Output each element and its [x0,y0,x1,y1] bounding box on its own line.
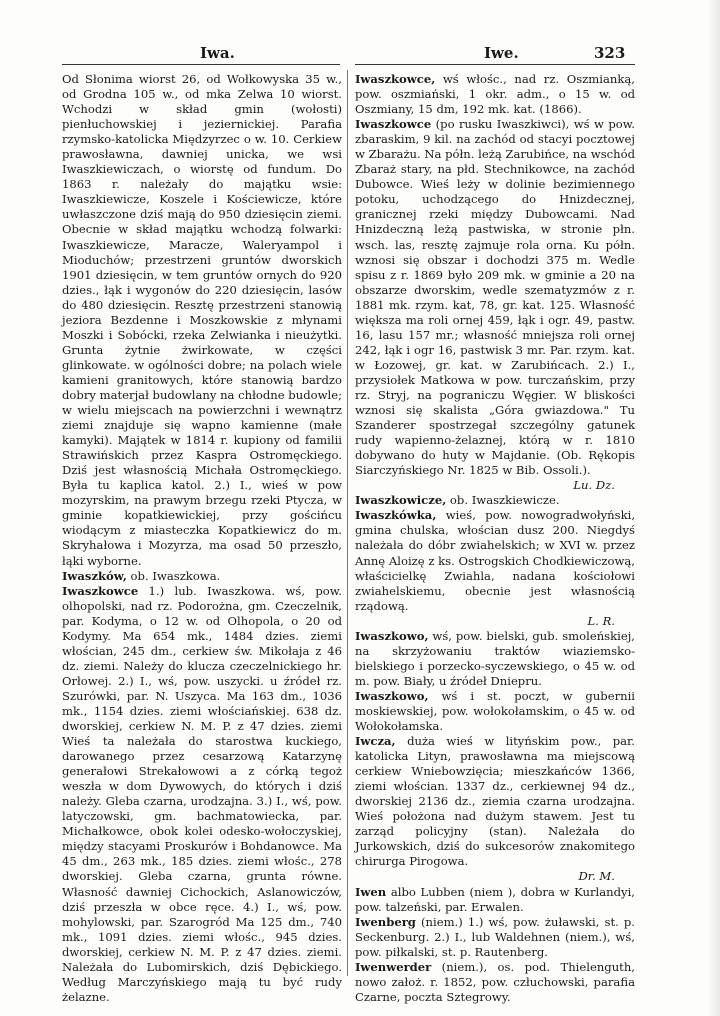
entry-headword: Iwenberg [355,914,416,929]
entry-text: Od Słonima wiorst 26, od Wołkowyska 35 w., od Grodna 105 w., od mka Zelwa 10 wiorst. Wchodzi w skład gmin (wołosti) pienłuchowskiej i jeziernickiej. Parafia rzymsko-katolicka Międzyrzec o w. 10. Cerkiew prawosławna, dawniej unicka, we wsi Iwaszkiewiczach, o wiorstę od fundum. Do 1863 r. należały do majątku wsie: Iwaszkiewicze, Koszele i Kościewicze, które uwłaszczone dziś mają do 950 dziesięcin ziemi. Obecnie w skład majątku wchodzą folwarki: Iwaszkiewicze, Maracze, Waleryampol i Mioduchów; przestrzeni gruntów dworskich 1901 dziesięcin, w tem gruntów ornych do 920 dzies., łąk i wygonów do 220 dziesięcin, lasów do 480 dziesięcin. Resztę przestrzeni stanowią jeziora Bezdenne i Moszkowskie z młynami Moszki i Sobócki, rzeka Zelwianka i nieużytki. Grunta żytnie żwirkowate, w części glinkowate. w ogólności dobre; na polach wiele kamieni granitowych, które stanowią bardzo dobry materjał budowlany na chłodne budowle; w wielu miejscach na powierzchni i wewnątrz ziemi znajduje się wapno kamienne (małe kamyki). Majątek w 1814 r. kupiony od familii Strawińskich przez Kaspra Ostromęckiego. Dziś jest własnością Michała Ostromęckiego. Była tu kaplica katol. 2.) I., wieś w pow mozyrskim, na prawym brzegu rzeki Ptycza, w gminie kopatkiewickiej, przy gościńcu wiodącym z miasteczka Kopatkiewicz do m. Skryhałowa i Mozyrza, ma osad 50 przeszło, łąki wyborne. [62,72,342,568]
entry-text: wieś, pow. nowogradwołyński, gmina chulska, włościan dusz 200. Niegdyś należała do dóbr zwiahelskich; w XVI w. przez Annę Aloizę z ks. Ostrogskich Chodkiewiczową, właścicielkę Zwiahla, nadana kościołowi zwiahelskiemu, obecnie jest własnością rządową. [355,508,635,613]
dictionary-entry [355,117,635,493]
entry-headword: Iwen [355,884,387,899]
entry-signature: Lu. Dz. [573,478,615,493]
entry-text: ob. Iwaszkiewicze. [446,493,560,508]
entry-headword: Iwaszkowo, [355,628,429,643]
dictionary-entry [355,885,635,915]
entry-headword: Iwaszków, [62,568,127,583]
dictionary-entry [62,569,342,584]
entry-headword: Iwaszkowce [62,583,139,598]
entry-headword: Iwaszkowo, [355,688,429,703]
entry-headword: Iwaszkowicze, [355,493,447,508]
entry-signature: L. R. [587,613,615,628]
right-column [355,72,635,1005]
dictionary-entry [355,915,635,960]
header-rule-left [62,64,340,65]
scan-edge-shadow [706,0,720,1016]
dictionary-entry [355,629,635,689]
entry-headword: Iwaszkówka, [355,508,437,523]
entry-text: (po rusku Iwaszkiwci), wś w pow. zbaraskim, 9 kil. na zachód od stacyi pocztowej w Zbarażu. Na półn. leżą Zarubińce, na wschód Zbaraż stary, na płd. Stechnikowce, na zachód Dubowce. Wieś leży w dolinie bezimiennego potoku, uchodzącego do Hnizdecznej, granicznej rzeki między Dubowcami. Nad Hnizdeczną leżą pastwiska, w stronie płn. wsch. las, resztę zajmuje rola orna. Ku półn. wznosi się obszar i dochodzi 375 m. Wedle spisu z r. 1869 było 209 mk. w gminie a 20 na obszarze dworskim, wedle szematyzmów z r. 1881 mk. rzym. kat, 78, gr. kat. 125. Własność większa ma roli ornej 459, łąk i ogr. 49, pastw. 16, lasu 157 mr.; własność mniejsza roli ornej 242, łąk i ogr 16, pastwisk 3 mr. Par. rzym. kat. w Łozowej, gr. kat. w Zarubińcach. 2.) I., przysiołek Matkowa w pow. turczańskim, przy rz. Stryj, na pograniczu Węgier. W bliskości wznosi się skalista „Góra gwiazdowa." Tu Szanderer spostrzegał szczególny gatunek rudy wapienno-żelaznej, którą w r. 1810 dobywano do huty w Majdanie. (Ob. Rękopis Siarczyńskiego Nr. 1825 w Bib. Ossoli.). [355,117,636,478]
entry-text: duża wieś w lityńskim pow., par. katolicka Lityn, prawosławna ma miejscową cerkiew Wniebowzięcia; mieszkańców 1366, ziemi włościan. 1337 dz., cerkiewnej 94 dz., dworskiej 2136 dz., ziemia czarna urodzajna. Wieś położona nad dużym stawem. Jest tu zarząd policyjny (stan). Należała do Jurkowskich, dziś do sukcesorów znakomitego chirurga Pirogowa. [355,734,635,869]
running-head-right: Iwe. [484,44,519,62]
entry-text: albo Lubben (niem ), dobra w Kurlandyi, pow. talzeński, par. Erwalen. [355,884,635,914]
page-number: 323 [594,44,626,62]
entry-headword: Iwaszkowce, [355,72,436,86]
dictionary-entry [355,72,635,117]
dictionary-entry [62,584,342,1005]
entry-text: (niem.), os. pod. Thielenguth, nowo założ. r. 1852, pow. człuchowski, parafia Czarne, poczta Sztegrowy. [355,959,635,1004]
entry-text: wś, pow. bielski, gub. smoleńskiej, na skrzyżowaniu traktów wiaziemsko-bielskiego i porzecko-syczewskiego, o 45 w. od m. pow. Biały, u źródeł Dniepru. [355,628,635,688]
left-column [62,72,342,1005]
entry-headword: Iwcza, [355,734,396,749]
entry-text: (niem.) 1.) wś, pow. żuławski, st. p. Seckenburg. 2.) I., lub Waldehnen (niem.), wś, pow. piłkalski, st. p. Rautenberg. [355,914,635,959]
entry-text: ob. Iwaszkowa. [126,568,221,583]
running-head-left: Iwa. [200,44,235,62]
dictionary-entry [62,72,342,569]
entry-text: wś i st. poczt, w gubernii moskiewskiej, pow. wołokołamskim, o 45 w. od Wołokołamska. [355,688,635,734]
entry-text: 1.) lub. Iwaszkowa. wś, pow. olhopolski, nad rz. Podorożna, gm. Czeczelnik, par. Kodyma, o 12 w. od Olhopola, o 20 od Kodymy. Ma 654 mk., 1484 dzies. ziemi włościan, 245 dm., cerkiew św. Mikołaja z 46 dz. ziemi. Należy do klucza czeczelnickiego hr. Orłowej. 2.) I., wś, pow. uszycki. u źródeł rz. Szurówki, par. N. Uszyca. Ma 163 dm., 1036 mk., 1154 dzies. ziemi włościańskiej. 638 dz. dworskiej, cerkiew N. M. P. z 47 dzies. ziemi Wieś ta należała do starostwa kuckiego, darowanego przez cesarzową Katarzynę generałowi Strekałowowi a z córką tegoż weszła w dom Dywowych, do których i dziś należy. Gleba czarna, urodzajna. 3.) I., wś, pow. latyczowski, gm. bachmatowiecka, par. Michałkowce, obok kolei odesko-wołoczyskiej, między stacyami Proskurów i Bohdanowce. Ma 45 dm., 263 mk., 185 dzies. ziemi włośc., 278 dworskiej. Gleba czarna, grunta równe. Własność dawniej Cichockich, Aslanowiczów, dziś przeszła w obce ręce. 4.) I., wś, pow. mohylowski, par. Szarogród Ma 125 dm., 740 mk., 1091 dzies. ziemi włośc., 945 dzies. dworskiej, cerkiew N. M. P. z 47 dzies. ziemi. Należała do Lubomirskich, dziś Dębickiego. Według Marczyńskiego mają tu być rudy żelazne. [62,583,342,1004]
header-rule-right [355,64,635,65]
dictionary-entry [355,689,635,734]
dictionary-entry [355,508,635,628]
entry-text: wś włośc., nad rz. Oszmianką, pow. oszmiański, 1 okr. adm., o 15 w. od Oszmiany, 15 dm, 192 mk. kat. (1866). [355,72,635,117]
entry-headword: Iwaszkowce [355,117,432,132]
dictionary-entry [355,734,635,884]
entry-headword: Iwenwerder [355,959,432,974]
column-divider [347,70,348,976]
entry-signature: Dr. M. [578,869,615,884]
dictionary-entry [355,960,635,1005]
dictionary-entry [355,493,635,508]
